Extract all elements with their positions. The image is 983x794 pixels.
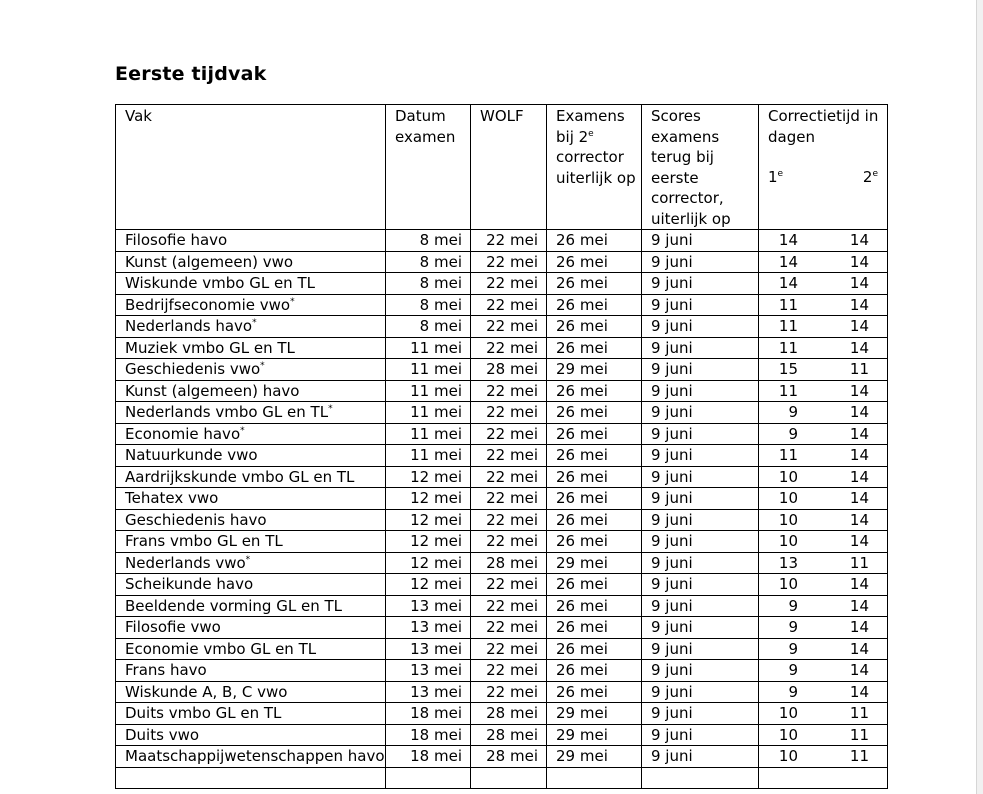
cell-examens: 26 mei [547, 638, 642, 660]
cell-datum: 8 mei [386, 230, 471, 252]
cell-vak: Bedrijfseconomie vwo* [116, 294, 386, 316]
cell-correctie: 11 14 [759, 337, 888, 359]
table-row [116, 402, 888, 424]
table-row [116, 316, 888, 338]
cell-scores: 9 juni [642, 359, 759, 381]
cell-correctie: 9 14 [759, 595, 888, 617]
cell-examens: 26 mei [547, 509, 642, 531]
cell-datum: 11 mei [386, 445, 471, 467]
cell-correctie: 9 14 [759, 402, 888, 424]
cell-correctie: 11 14 [759, 294, 888, 316]
cell-correctie: 14 14 [759, 273, 888, 295]
cell-wolf: 22 mei [471, 595, 547, 617]
cell [386, 767, 471, 788]
cell-vak: Duits vmbo GL en TL [116, 703, 386, 725]
cell-wolf: 22 mei [471, 509, 547, 531]
table-row [116, 230, 888, 252]
cell-wolf: 22 mei [471, 316, 547, 338]
cell-datum: 8 mei [386, 294, 471, 316]
table-row [116, 724, 888, 746]
cell-examens: 26 mei [547, 294, 642, 316]
cell [547, 767, 642, 788]
table-row [116, 423, 888, 445]
cell-vak: Economie havo* [116, 423, 386, 445]
cell-scores: 9 juni [642, 445, 759, 467]
cell-datum: 11 mei [386, 402, 471, 424]
cell [471, 767, 547, 788]
cell-examens: 26 mei [547, 402, 642, 424]
cell-vak: Frans vmbo GL en TL [116, 531, 386, 553]
cell-correctie: 9 14 [759, 660, 888, 682]
cell-scores: 9 juni [642, 294, 759, 316]
cell-examens: 26 mei [547, 230, 642, 252]
cell-wolf: 22 mei [471, 617, 547, 639]
cell-datum: 11 mei [386, 380, 471, 402]
cell-vak: Tehatex vwo [116, 488, 386, 510]
cell-vak: Wiskunde A, B, C vwo [116, 681, 386, 703]
cell-datum: 12 mei [386, 531, 471, 553]
header-wolf: WOLF [471, 105, 547, 230]
cell-vak: Maatschappijwetenschappen havo [116, 746, 386, 768]
cell-examens: 29 mei [547, 359, 642, 381]
cell-vak: Filosofie havo [116, 230, 386, 252]
cell-wolf: 28 mei [471, 552, 547, 574]
cell-correctie: 15 11 [759, 359, 888, 381]
table-row [116, 638, 888, 660]
table-row [116, 681, 888, 703]
cell-examens: 26 mei [547, 316, 642, 338]
cell-datum: 13 mei [386, 681, 471, 703]
cell-scores: 9 juni [642, 595, 759, 617]
cell-datum: 18 mei [386, 703, 471, 725]
cell-wolf: 22 mei [471, 423, 547, 445]
cell-datum: 12 mei [386, 509, 471, 531]
header-vak: Vak [116, 105, 386, 230]
cell-datum: 12 mei [386, 552, 471, 574]
cell-datum: 8 mei [386, 273, 471, 295]
cell-vak: Aardrijkskunde vmbo GL en TL [116, 466, 386, 488]
cell-wolf: 22 mei [471, 466, 547, 488]
header-datum: Datum examen [386, 105, 471, 230]
cell-correctie: 10 14 [759, 488, 888, 510]
table-row [116, 617, 888, 639]
table-row [116, 488, 888, 510]
table-row [116, 337, 888, 359]
cell-wolf: 28 mei [471, 359, 547, 381]
cell-scores: 9 juni [642, 423, 759, 445]
cell-wolf: 22 mei [471, 230, 547, 252]
cell-scores: 9 juni [642, 531, 759, 553]
cell-examens: 26 mei [547, 423, 642, 445]
cell-scores: 9 juni [642, 509, 759, 531]
cell [642, 767, 759, 788]
cell-vak: Beeldende vorming GL en TL [116, 595, 386, 617]
cell-examens: 26 mei [547, 337, 642, 359]
table-row [116, 746, 888, 768]
cell-examens: 26 mei [547, 488, 642, 510]
cell-datum: 12 mei [386, 488, 471, 510]
table-row [116, 509, 888, 531]
table-row [116, 552, 888, 574]
header-examens: Examens bij 2e corrector uiterlijk op [547, 105, 642, 230]
table-row [116, 660, 888, 682]
cell-correctie: 10 14 [759, 466, 888, 488]
cell-scores: 9 juni [642, 638, 759, 660]
cell-vak: Economie vmbo GL en TL [116, 638, 386, 660]
cell-examens: 26 mei [547, 466, 642, 488]
cell-wolf: 22 mei [471, 681, 547, 703]
table-row [116, 359, 888, 381]
cell-vak: Duits vwo [116, 724, 386, 746]
cell-correctie: 11 14 [759, 316, 888, 338]
cell-examens: 29 mei [547, 703, 642, 725]
cell-scores: 9 juni [642, 660, 759, 682]
header-scores: Scores examens terug bij eerste corrector, uiterlijk op [642, 105, 759, 230]
cell-vak: Nederlands vwo* [116, 552, 386, 574]
cell-scores: 9 juni [642, 681, 759, 703]
cell-examens: 26 mei [547, 617, 642, 639]
cell-correctie: 10 14 [759, 509, 888, 531]
cell-wolf: 28 mei [471, 746, 547, 768]
cell-datum: 11 mei [386, 359, 471, 381]
cell-wolf: 22 mei [471, 638, 547, 660]
cell-examens: 26 mei [547, 681, 642, 703]
cell-datum: 8 mei [386, 251, 471, 273]
cell-wolf: 28 mei [471, 703, 547, 725]
cell-scores: 9 juni [642, 316, 759, 338]
cell-correctie: 9 14 [759, 681, 888, 703]
cell-correctie: 14 14 [759, 230, 888, 252]
cell-examens: 29 mei [547, 724, 642, 746]
table-row [116, 273, 888, 295]
cell-scores: 9 juni [642, 380, 759, 402]
cell-wolf: 22 mei [471, 660, 547, 682]
table-row [116, 445, 888, 467]
header-correctie: Correctietijd in dagen 1e 2e [759, 105, 888, 230]
cell [759, 767, 888, 788]
cell-examens: 26 mei [547, 595, 642, 617]
exam-schedule-table [115, 104, 888, 789]
cell-wolf: 22 mei [471, 445, 547, 467]
table-row [116, 574, 888, 596]
cell-examens: 26 mei [547, 574, 642, 596]
cell-wolf: 22 mei [471, 273, 547, 295]
cell-scores: 9 juni [642, 273, 759, 295]
cell-scores: 9 juni [642, 251, 759, 273]
cell-datum: 11 mei [386, 337, 471, 359]
cell-scores: 9 juni [642, 337, 759, 359]
cell-wolf: 22 mei [471, 337, 547, 359]
table-row [116, 380, 888, 402]
cell-datum: 13 mei [386, 660, 471, 682]
cell-wolf: 22 mei [471, 531, 547, 553]
table-row-cutoff [116, 767, 888, 788]
cell-vak: Natuurkunde vwo [116, 445, 386, 467]
cell-examens: 29 mei [547, 552, 642, 574]
cell-datum: 11 mei [386, 423, 471, 445]
table-header-row [116, 105, 888, 230]
cell-datum: 18 mei [386, 746, 471, 768]
cell-scores: 9 juni [642, 466, 759, 488]
cell-wolf: 22 mei [471, 402, 547, 424]
cell-wolf: 28 mei [471, 724, 547, 746]
cell-datum: 12 mei [386, 466, 471, 488]
table-row [116, 595, 888, 617]
table-row [116, 531, 888, 553]
cell-vak: Frans havo [116, 660, 386, 682]
cell-correctie: 11 14 [759, 445, 888, 467]
cell-scores: 9 juni [642, 552, 759, 574]
cell-datum: 8 mei [386, 316, 471, 338]
cell-correctie: 10 11 [759, 724, 888, 746]
cell-vak: Muziek vmbo GL en TL [116, 337, 386, 359]
cell-scores: 9 juni [642, 402, 759, 424]
cell-scores: 9 juni [642, 746, 759, 768]
cell-correctie: 11 14 [759, 380, 888, 402]
cell-scores: 9 juni [642, 488, 759, 510]
cell-vak: Wiskunde vmbo GL en TL [116, 273, 386, 295]
cell-vak: Nederlands havo* [116, 316, 386, 338]
cell-examens: 26 mei [547, 445, 642, 467]
cell-vak: Geschiedenis vwo* [116, 359, 386, 381]
cell-correctie: 10 11 [759, 703, 888, 725]
cell-examens: 26 mei [547, 273, 642, 295]
cell-correctie: 10 14 [759, 574, 888, 596]
table-row [116, 466, 888, 488]
cell-examens: 26 mei [547, 660, 642, 682]
cell-correctie: 10 11 [759, 746, 888, 768]
cell-datum: 13 mei [386, 617, 471, 639]
cell-datum: 13 mei [386, 638, 471, 660]
cell-datum: 12 mei [386, 574, 471, 596]
table-row [116, 251, 888, 273]
cell-wolf: 22 mei [471, 380, 547, 402]
cell-correctie: 10 14 [759, 531, 888, 553]
scrollbar[interactable] [976, 0, 983, 794]
cell-scores: 9 juni [642, 574, 759, 596]
cell-examens: 26 mei [547, 531, 642, 553]
cell-scores: 9 juni [642, 724, 759, 746]
cell [116, 767, 386, 788]
cell-correctie: 14 14 [759, 251, 888, 273]
cell-wolf: 22 mei [471, 574, 547, 596]
cell-vak: Filosofie vwo [116, 617, 386, 639]
cell-wolf: 22 mei [471, 251, 547, 273]
cell-scores: 9 juni [642, 230, 759, 252]
cell-scores: 9 juni [642, 617, 759, 639]
cell-correctie: 9 14 [759, 617, 888, 639]
cell-datum: 18 mei [386, 724, 471, 746]
cell-vak: Kunst (algemeen) havo [116, 380, 386, 402]
cell-vak: Geschiedenis havo [116, 509, 386, 531]
cell-scores: 9 juni [642, 703, 759, 725]
section-title: Eerste tijdvak [115, 63, 267, 85]
cell-datum: 13 mei [386, 595, 471, 617]
cell-vak: Scheikunde havo [116, 574, 386, 596]
cell-correctie: 9 14 [759, 638, 888, 660]
cell-wolf: 22 mei [471, 294, 547, 316]
cell-correctie: 9 14 [759, 423, 888, 445]
table-row [116, 294, 888, 316]
cell-examens: 29 mei [547, 746, 642, 768]
cell-vak: Nederlands vmbo GL en TL* [116, 402, 386, 424]
cell-examens: 26 mei [547, 380, 642, 402]
cell-wolf: 22 mei [471, 488, 547, 510]
cell-vak: Kunst (algemeen) vwo [116, 251, 386, 273]
table-row [116, 703, 888, 725]
cell-correctie: 13 11 [759, 552, 888, 574]
cell-examens: 26 mei [547, 251, 642, 273]
